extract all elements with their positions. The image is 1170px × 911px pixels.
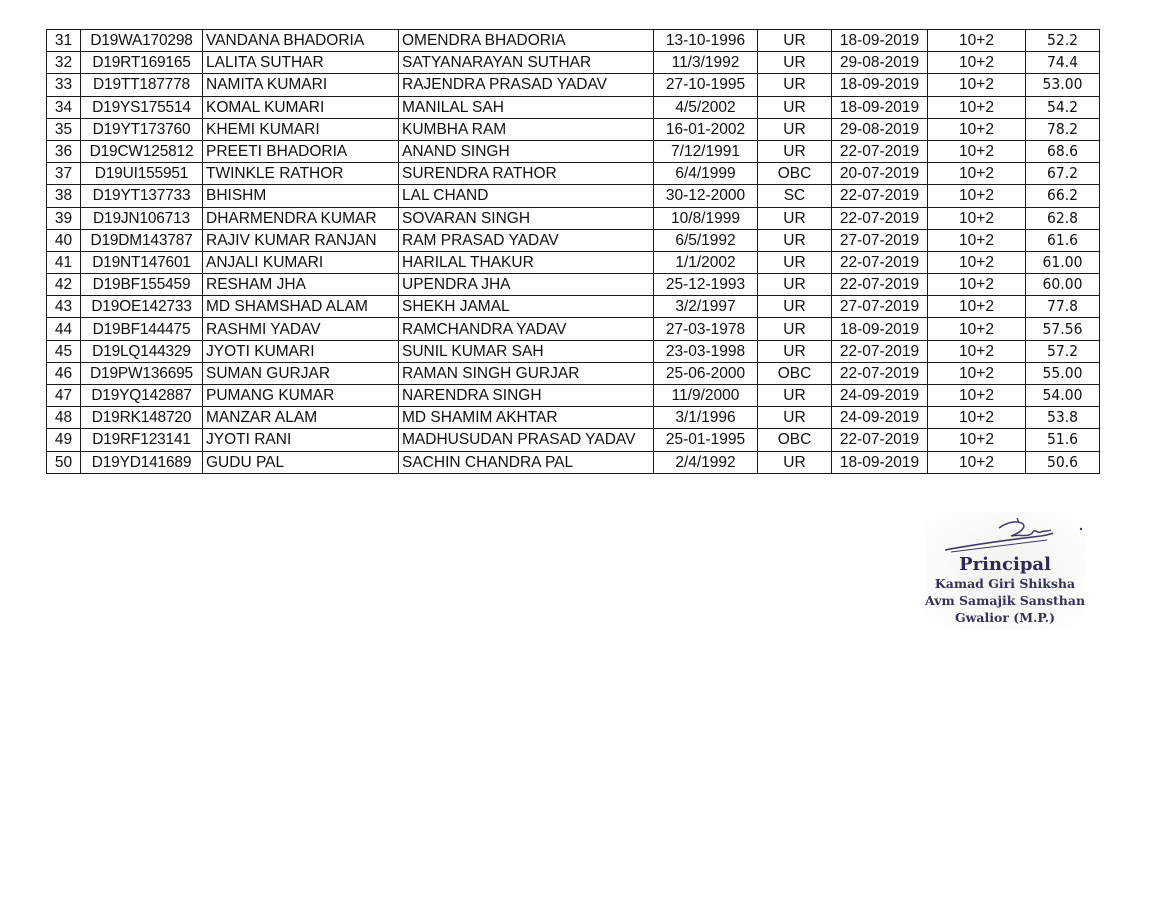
seal-organisation-line-1: Kamad Giri Shiksha <box>934 576 1076 591</box>
admission-date-cell: 22-07-2019 <box>832 429 928 451</box>
percentage-cell: 55.00 <box>1026 362 1100 384</box>
admission-date-cell: 22-07-2019 <box>832 140 928 162</box>
serial-number-cell: 47 <box>47 385 81 407</box>
candidate-name-cell: MD SHAMSHAD ALAM <box>203 296 399 318</box>
father-name-cell: RAM PRASAD YADAV <box>399 229 654 251</box>
candidate-name-cell: TWINKLE RATHOR <box>203 163 399 185</box>
percentage-cell: 51.6 <box>1026 429 1100 451</box>
admission-date-cell: 22-07-2019 <box>832 362 928 384</box>
percentage-cell: 57.2 <box>1026 340 1100 362</box>
percentage-cell: 66.2 <box>1026 185 1100 207</box>
category-cell: UR <box>758 74 832 96</box>
table-row <box>47 385 1100 407</box>
father-name-cell: KUMBHA RAM <box>399 118 654 140</box>
registration-id-cell: D19BF155459 <box>81 274 203 296</box>
registration-id-cell: D19YQ142887 <box>81 385 203 407</box>
candidate-name-cell: PUMANG KUMAR <box>203 385 399 407</box>
category-cell: UR <box>758 52 832 74</box>
father-name-cell: ANAND SINGH <box>399 140 654 162</box>
date-of-birth-cell: 23-03-1998 <box>654 340 758 362</box>
principal-seal <box>925 512 1085 630</box>
registration-id-cell: D19BF144475 <box>81 318 203 340</box>
registration-id-cell: D19LQ144329 <box>81 340 203 362</box>
table-row <box>47 52 1100 74</box>
candidate-name-cell: VANDANA BHADORIA <box>203 30 399 52</box>
date-of-birth-cell: 30-12-2000 <box>654 185 758 207</box>
candidate-name-cell: RESHAM JHA <box>203 274 399 296</box>
father-name-cell: RAMAN SINGH GURJAR <box>399 362 654 384</box>
table-row <box>47 251 1100 273</box>
registration-id-cell: D19YT137733 <box>81 185 203 207</box>
qualification-cell: 10+2 <box>928 207 1026 229</box>
qualification-cell: 10+2 <box>928 296 1026 318</box>
admission-date-cell: 18-09-2019 <box>832 451 928 473</box>
serial-number-cell: 38 <box>47 185 81 207</box>
percentage-cell: 53.8 <box>1026 407 1100 429</box>
candidate-name-cell: KHEMI KUMARI <box>203 118 399 140</box>
candidate-table-body <box>47 30 1100 474</box>
date-of-birth-cell: 7/12/1991 <box>654 140 758 162</box>
qualification-cell: 10+2 <box>928 118 1026 140</box>
table-row <box>47 74 1100 96</box>
serial-number-cell: 33 <box>47 74 81 96</box>
date-of-birth-cell: 27-03-1978 <box>654 318 758 340</box>
percentage-cell: 67.2 <box>1026 163 1100 185</box>
table-row <box>47 118 1100 140</box>
category-cell: SC <box>758 185 832 207</box>
serial-number-cell: 31 <box>47 30 81 52</box>
candidate-name-cell: NAMITA KUMARI <box>203 74 399 96</box>
qualification-cell: 10+2 <box>928 318 1026 340</box>
table-row <box>47 30 1100 52</box>
category-cell: UR <box>758 229 832 251</box>
candidate-name-cell: MANZAR ALAM <box>203 407 399 429</box>
father-name-cell: SHEKH JAMAL <box>399 296 654 318</box>
percentage-cell: 68.6 <box>1026 140 1100 162</box>
registration-id-cell: D19JN106713 <box>81 207 203 229</box>
percentage-cell: 57.56 <box>1026 318 1100 340</box>
table-row <box>47 340 1100 362</box>
qualification-cell: 10+2 <box>928 30 1026 52</box>
qualification-cell: 10+2 <box>928 362 1026 384</box>
serial-number-cell: 39 <box>47 207 81 229</box>
father-name-cell: SOVARAN SINGH <box>399 207 654 229</box>
category-cell: UR <box>758 207 832 229</box>
table-row <box>47 274 1100 296</box>
father-name-cell: SURENDRA RATHOR <box>399 163 654 185</box>
date-of-birth-cell: 6/4/1999 <box>654 163 758 185</box>
father-name-cell: MADHUSUDAN PRASAD YADAV <box>399 429 654 451</box>
percentage-cell: 52.2 <box>1026 30 1100 52</box>
candidate-name-cell: DHARMENDRA KUMAR <box>203 207 399 229</box>
category-cell: UR <box>758 451 832 473</box>
father-name-cell: SATYANARAYAN SUTHAR <box>399 52 654 74</box>
father-name-cell: SUNIL KUMAR SAH <box>399 340 654 362</box>
category-cell: OBC <box>758 163 832 185</box>
date-of-birth-cell: 25-12-1993 <box>654 274 758 296</box>
serial-number-cell: 42 <box>47 274 81 296</box>
qualification-cell: 10+2 <box>928 385 1026 407</box>
candidate-name-cell: PREETI BHADORIA <box>203 140 399 162</box>
percentage-cell: 54.2 <box>1026 96 1100 118</box>
father-name-cell: OMENDRA BHADORIA <box>399 30 654 52</box>
serial-number-cell: 46 <box>47 362 81 384</box>
table-row <box>47 229 1100 251</box>
qualification-cell: 10+2 <box>928 185 1026 207</box>
date-of-birth-cell: 4/5/2002 <box>654 96 758 118</box>
percentage-cell: 78.2 <box>1026 118 1100 140</box>
qualification-cell: 10+2 <box>928 429 1026 451</box>
registration-id-cell: D19YT173760 <box>81 118 203 140</box>
percentage-cell: 61.6 <box>1026 229 1100 251</box>
registration-id-cell: D19RF123141 <box>81 429 203 451</box>
percentage-cell: 77.8 <box>1026 296 1100 318</box>
date-of-birth-cell: 3/2/1997 <box>654 296 758 318</box>
registration-id-cell: D19CW125812 <box>81 140 203 162</box>
admission-date-cell: 18-09-2019 <box>832 74 928 96</box>
date-of-birth-cell: 27-10-1995 <box>654 74 758 96</box>
category-cell: UR <box>758 274 832 296</box>
candidate-name-cell: JYOTI KUMARI <box>203 340 399 362</box>
serial-number-cell: 34 <box>47 96 81 118</box>
category-cell: UR <box>758 118 832 140</box>
qualification-cell: 10+2 <box>928 229 1026 251</box>
admission-date-cell: 29-08-2019 <box>832 118 928 140</box>
percentage-cell: 61.00 <box>1026 251 1100 273</box>
admission-date-cell: 18-09-2019 <box>832 96 928 118</box>
admission-date-cell: 27-07-2019 <box>832 229 928 251</box>
table-row <box>47 140 1100 162</box>
serial-number-cell: 44 <box>47 318 81 340</box>
registration-id-cell: D19DM143787 <box>81 229 203 251</box>
qualification-cell: 10+2 <box>928 163 1026 185</box>
registration-id-cell: D19PW136695 <box>81 362 203 384</box>
candidate-name-cell: RASHMI YADAV <box>203 318 399 340</box>
candidate-name-cell: RAJIV KUMAR RANJAN <box>203 229 399 251</box>
table-row <box>47 407 1100 429</box>
father-name-cell: UPENDRA JHA <box>399 274 654 296</box>
table-row <box>47 451 1100 473</box>
candidate-name-cell: GUDU PAL <box>203 451 399 473</box>
father-name-cell: MD SHAMIM AKHTAR <box>399 407 654 429</box>
candidate-name-cell: JYOTI RANI <box>203 429 399 451</box>
admission-date-cell: 22-07-2019 <box>832 207 928 229</box>
admission-date-cell: 20-07-2019 <box>832 163 928 185</box>
admission-date-cell: 18-09-2019 <box>832 30 928 52</box>
date-of-birth-cell: 11/9/2000 <box>654 385 758 407</box>
percentage-cell: 53.00 <box>1026 74 1100 96</box>
serial-number-cell: 45 <box>47 340 81 362</box>
table-row <box>47 163 1100 185</box>
date-of-birth-cell: 10/8/1999 <box>654 207 758 229</box>
category-cell: UR <box>758 407 832 429</box>
date-of-birth-cell: 11/3/1992 <box>654 52 758 74</box>
candidate-table <box>46 29 1100 474</box>
admission-date-cell: 22-07-2019 <box>832 185 928 207</box>
qualification-cell: 10+2 <box>928 52 1026 74</box>
table-row <box>47 185 1100 207</box>
serial-number-cell: 35 <box>47 118 81 140</box>
father-name-cell: RAJENDRA PRASAD YADAV <box>399 74 654 96</box>
category-cell: OBC <box>758 429 832 451</box>
admission-date-cell: 29-08-2019 <box>832 52 928 74</box>
candidate-name-cell: LALITA SUTHAR <box>203 52 399 74</box>
candidate-name-cell: KOMAL KUMARI <box>203 96 399 118</box>
serial-number-cell: 36 <box>47 140 81 162</box>
category-cell: UR <box>758 296 832 318</box>
date-of-birth-cell: 16-01-2002 <box>654 118 758 140</box>
serial-number-cell: 43 <box>47 296 81 318</box>
registration-id-cell: D19RT169165 <box>81 52 203 74</box>
qualification-cell: 10+2 <box>928 74 1026 96</box>
qualification-cell: 10+2 <box>928 274 1026 296</box>
admission-date-cell: 22-07-2019 <box>832 274 928 296</box>
date-of-birth-cell: 6/5/1992 <box>654 229 758 251</box>
serial-number-cell: 32 <box>47 52 81 74</box>
percentage-cell: 50.6 <box>1026 451 1100 473</box>
date-of-birth-cell: 25-01-1995 <box>654 429 758 451</box>
percentage-cell: 74.4 <box>1026 52 1100 74</box>
father-name-cell: HARILAL THAKUR <box>399 251 654 273</box>
admission-date-cell: 22-07-2019 <box>832 251 928 273</box>
admission-date-cell: 22-07-2019 <box>832 340 928 362</box>
registration-id-cell: D19UI155951 <box>81 163 203 185</box>
candidate-name-cell: BHISHM <box>203 185 399 207</box>
category-cell: UR <box>758 96 832 118</box>
serial-number-cell: 41 <box>47 251 81 273</box>
father-name-cell: RAMCHANDRA YADAV <box>399 318 654 340</box>
serial-number-cell: 40 <box>47 229 81 251</box>
qualification-cell: 10+2 <box>928 140 1026 162</box>
category-cell: UR <box>758 140 832 162</box>
candidate-name-cell: SUMAN GURJAR <box>203 362 399 384</box>
signature-icon <box>937 514 1087 559</box>
table-row <box>47 296 1100 318</box>
registration-id-cell: D19OE142733 <box>81 296 203 318</box>
admission-date-cell: 27-07-2019 <box>832 296 928 318</box>
father-name-cell: MANILAL SAH <box>399 96 654 118</box>
date-of-birth-cell: 25-06-2000 <box>654 362 758 384</box>
seal-title: Principal <box>959 554 1051 575</box>
registration-id-cell: D19TT187778 <box>81 74 203 96</box>
admission-date-cell: 24-09-2019 <box>832 385 928 407</box>
table-row <box>47 429 1100 451</box>
date-of-birth-cell: 3/1/1996 <box>654 407 758 429</box>
table-row <box>47 207 1100 229</box>
category-cell: UR <box>758 385 832 407</box>
category-cell: UR <box>758 251 832 273</box>
registration-id-cell: D19RK148720 <box>81 407 203 429</box>
date-of-birth-cell: 1/1/2002 <box>654 251 758 273</box>
father-name-cell: LAL CHAND <box>399 185 654 207</box>
date-of-birth-cell: 2/4/1992 <box>654 451 758 473</box>
date-of-birth-cell: 13-10-1996 <box>654 30 758 52</box>
qualification-cell: 10+2 <box>928 251 1026 273</box>
admission-date-cell: 24-09-2019 <box>832 407 928 429</box>
registration-id-cell: D19WA170298 <box>81 30 203 52</box>
category-cell: UR <box>758 340 832 362</box>
serial-number-cell: 50 <box>47 451 81 473</box>
serial-number-cell: 37 <box>47 163 81 185</box>
serial-number-cell: 48 <box>47 407 81 429</box>
father-name-cell: NARENDRA SINGH <box>399 385 654 407</box>
qualification-cell: 10+2 <box>928 340 1026 362</box>
registration-id-cell: D19YS175514 <box>81 96 203 118</box>
table-row <box>47 96 1100 118</box>
registration-id-cell: D19NT147601 <box>81 251 203 273</box>
qualification-cell: 10+2 <box>928 407 1026 429</box>
percentage-cell: 60.00 <box>1026 274 1100 296</box>
percentage-cell: 54.00 <box>1026 385 1100 407</box>
qualification-cell: 10+2 <box>928 96 1026 118</box>
percentage-cell: 62.8 <box>1026 207 1100 229</box>
category-cell: UR <box>758 318 832 340</box>
category-cell: OBC <box>758 362 832 384</box>
registration-id-cell: D19YD141689 <box>81 451 203 473</box>
serial-number-cell: 49 <box>47 429 81 451</box>
table-row <box>47 318 1100 340</box>
father-name-cell: SACHIN CHANDRA PAL <box>399 451 654 473</box>
category-cell: UR <box>758 30 832 52</box>
admission-date-cell: 18-09-2019 <box>832 318 928 340</box>
table-row <box>47 362 1100 384</box>
seal-place: Gwalior (M.P.) <box>954 610 1055 625</box>
seal-organisation-line-2: Avm Samajik Sansthan <box>925 593 1086 608</box>
candidate-name-cell: ANJALI KUMARI <box>203 251 399 273</box>
qualification-cell: 10+2 <box>928 451 1026 473</box>
